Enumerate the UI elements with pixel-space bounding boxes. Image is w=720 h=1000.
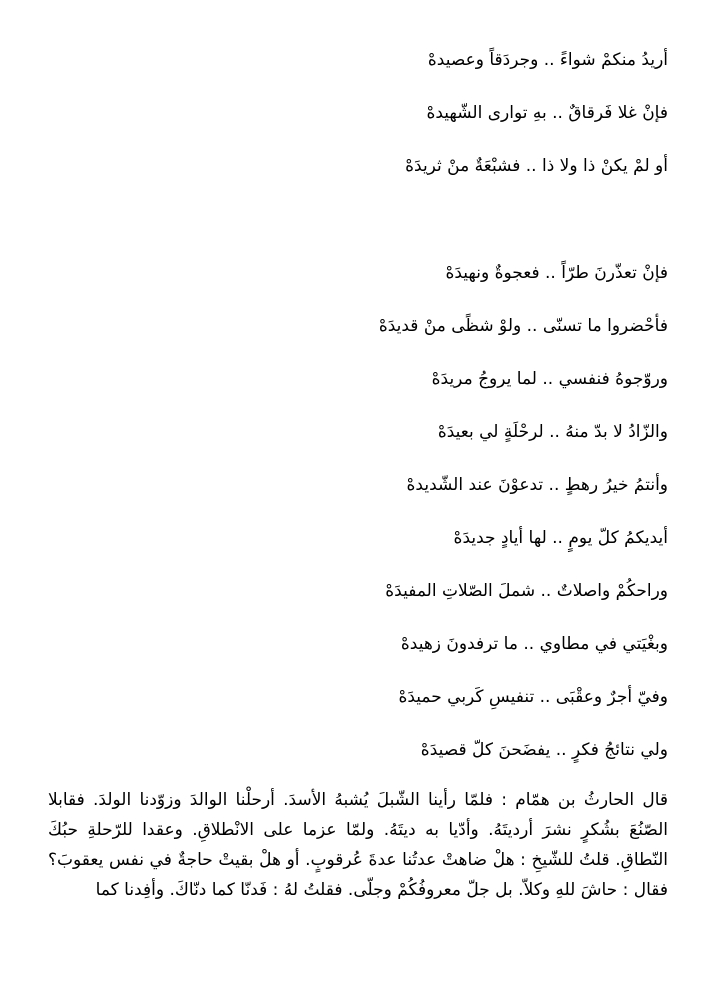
verse-line: والزّادُ لا بدّ منهُ .. لرحْلَةٍ لي بعيدَهْ	[437, 422, 668, 442]
verse-line: فأحْضروا ما تسنّى .. ولوْ شظًى منْ قديدَهْ	[378, 316, 668, 336]
verse-line: أريدُ منكمْ شواءً .. وجردَقاً وعصيدهْ	[427, 50, 668, 70]
verse-line: وبغْيَتي في مطاوي .. ما ترفدونَ زهيدهْ	[400, 634, 668, 654]
verse-line: ولي نتائجُ فكرٍ .. يفضَحنَ كلّ قصيدَهْ	[420, 740, 668, 760]
verse-line: وفيّ أجرٌ وعقْبَى .. تنفيسِ كَربي حميدَهْ	[398, 687, 668, 707]
verse-line: أيديكمُ كلّ يومٍ .. لها أيادٍ جديدَهْ	[453, 528, 668, 548]
verse-line: فإنْ غلا فَرقاقٌ .. بهِ توارى الشّهيدهْ	[426, 103, 668, 123]
verse-line: أو لمْ يكنْ ذا ولا ذا .. فشبْعَةٌ منْ ثريدَهْ	[405, 156, 668, 176]
verse-line: وأنتمُ خيرُ رهطٍ .. تدعوْنَ عند الشّديدهْ	[406, 475, 668, 495]
verse-line: وراحكُمْ واصلاتٌ .. شملَ الصّلاتِ المفيدَهْ	[385, 581, 668, 601]
verse-line: فإنْ تعذّرنَ طرّاً .. فعجوةٌ ونهيدَهْ	[445, 263, 668, 283]
verse-line: وروّجوهُ فنفسي .. لما يروجُ مريدَهْ	[431, 369, 668, 389]
prose-paragraph: قال الحارثُ بن همّام : فلمّا رأينا الشّبلَ يُشبهُ الأسدَ. أرحلْنا الوالدَ وزوّدنا الولدَ. فقابلا الصّنُعَ بشُكرٍ نشرَ أرديتَهُ. وأدّيا به ديتَهُ. ولمّا عزما على الانْطلاقِ. وعقدا للرّحلةِ حبُكَ النّطاقِ. قلتُ للشّيخِ : هلْ ضاهتْ عدتُنا عدةَ عُرقوبٍ. أو هلْ بقيتْ حاجةٌ في نفس يعقوبَ؟ فقال : حاشَ للهِ وكلاّ. بل جلّ معروفُكُمْ وجلّى. فقلتُ لهُ : فَدنّا كما دنّاكَ. وأفِدنا كما	[48, 790, 668, 900]
